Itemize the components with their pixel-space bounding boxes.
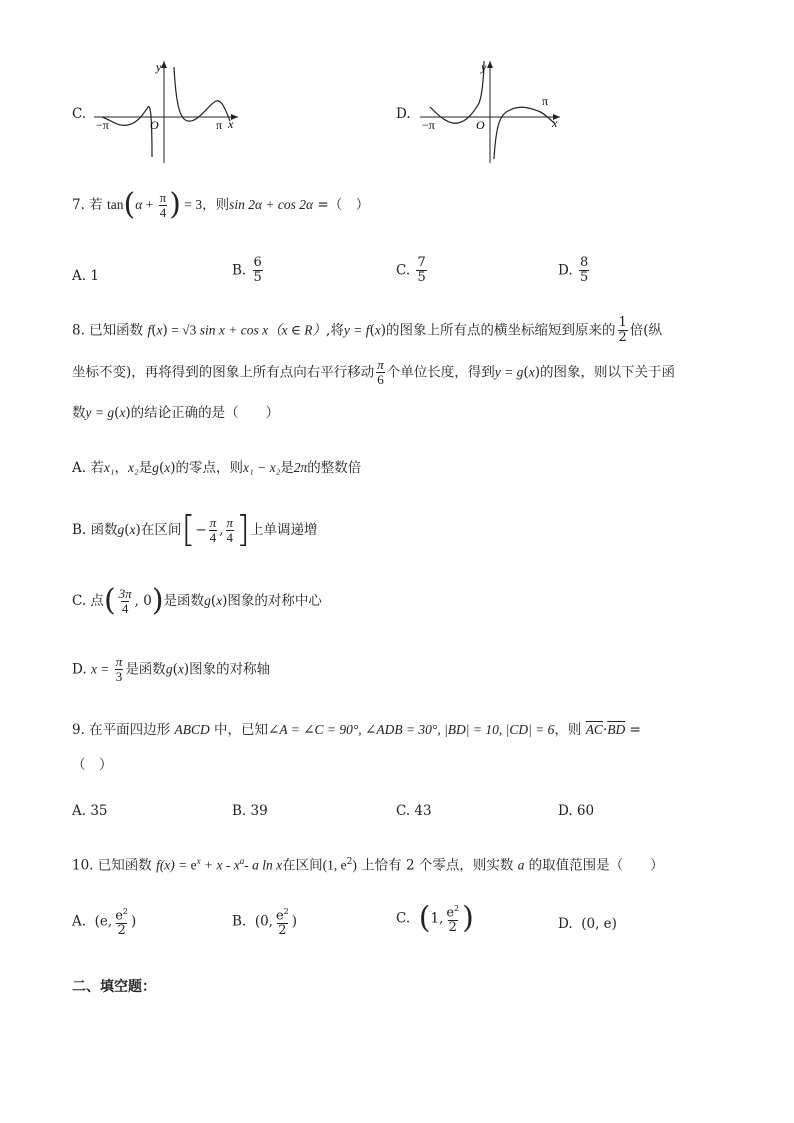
q8-stem-line3: 数y = g(x)的结论正确的是（ ） — [72, 405, 280, 421]
q8-stem-line1: 8. 已知函数 f(x) = √3 sin x + cos x（x ∈ R）,将y = f(x)的图象上所有点的横坐标缩短到原来的 $\frac{1}{2}$ 倍(纵 — [72, 315, 663, 345]
graph-c-y-label: y — [156, 60, 162, 74]
q7-option-d: D. $\frac{8}{5}$ — [558, 255, 589, 285]
q9-option-b: B. 39 — [232, 803, 268, 819]
graph-c-neg-pi: −π — [96, 118, 109, 132]
q8-option-d: D. x = $\frac{\pi}{3}$ 是函数g(x)图象的对称轴 — [72, 654, 271, 684]
q6-option-c-label: C. — [72, 106, 87, 122]
q7-option-c: C. $\frac{7}{5}$ — [396, 255, 426, 285]
q8-option-b: B. 函数g(x)在区间[− $\frac{\pi}{4}$ , $\frac{\pi}{4}$ ]上单调递增 — [72, 509, 318, 550]
q7-option-a: A. 1 — [72, 268, 99, 284]
q6-option-d-graph — [414, 55, 574, 165]
graph-d-x-label: x — [552, 116, 558, 130]
graph-d-origin: O — [476, 118, 485, 132]
q8-option-a: A. 若x₁，x₂是g(x)的零点，则x₁ − x₂是2π的整数倍 — [72, 460, 362, 476]
q9-option-d: D. 60 — [558, 803, 595, 819]
q9-stem-line1: 9. 在平面四边形 ABCD 中，已知∠A = ∠C = 90°, ∠ADB = 30°, |BD| = 10, |CD| = 6，则 $\overline{AC}\cdot\overline{BD}$ = — [72, 722, 641, 738]
graph-c-origin: O — [150, 118, 159, 132]
graph-c-x-label: x — [228, 117, 234, 131]
q8-option-c: C. 点( $\frac{3\pi}{4}$ , 0)是函数g(x)图象的对称中心 — [72, 583, 322, 618]
section-fill-in-title: 二、填空题： — [72, 979, 156, 995]
q8-stem-line2: 坐标不变)，再将得到的图象上所有点向右平行移动 $\frac{\pi}{6}$ 个单位长度，得到y = g(x)的图象，则以下关于函 — [72, 357, 675, 387]
q10-option-a: A. (e, $\frac{e^2}{2}$ ) — [72, 907, 137, 939]
q9-option-a: A. 35 — [72, 803, 108, 819]
q6-option-d-label: D. — [396, 106, 411, 122]
q10-option-d: D. (0, e) — [558, 916, 617, 932]
q7-stem: 7. 若 tan(α + $\frac{\pi}{4}$ ) = 3，则sin 2α + cos 2α =（ ） — [72, 187, 370, 222]
q9-option-c: C. 43 — [396, 803, 432, 819]
graph-d-y-label: y — [481, 60, 487, 74]
q10-option-b: B. (0, $\frac{e^2}{2}$ ) — [232, 907, 298, 939]
graph-c-pi: π — [216, 118, 223, 132]
q6-option-c-graph — [88, 55, 248, 165]
q10-option-c: C. (1, $\frac{e^2}{2}$ ) — [396, 900, 474, 936]
q9-stem-line2: （ ） — [72, 757, 113, 773]
graph-d-pi: π — [542, 94, 549, 108]
q10-stem: 10. 已知函数 $f(x) = e^x + x - x^a-$ a ln x在区间(1, $e^2$) 上恰有 2 个零点，则实数 a 的取值范围是（ ） — [72, 856, 664, 874]
q7-option-b: B. $\frac{6}{5}$ — [232, 255, 262, 285]
graph-d-neg-pi: −π — [422, 118, 435, 132]
